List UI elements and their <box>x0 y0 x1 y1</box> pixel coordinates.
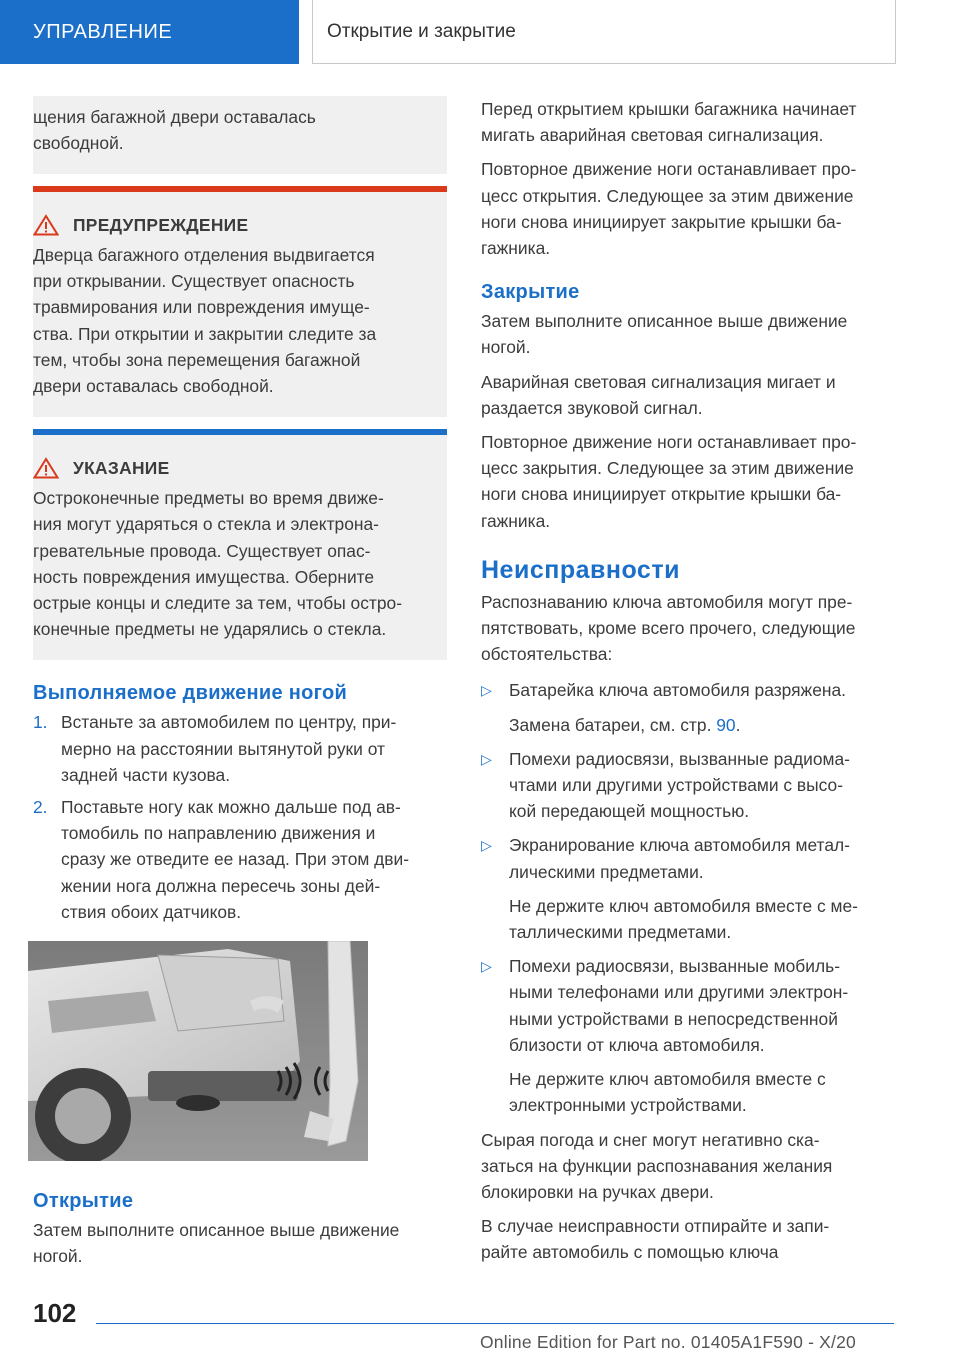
weather-line: заться на функции распознавания желания <box>481 1155 833 1176</box>
bullet-line: чтами или другими устройствами с высо- <box>509 775 844 796</box>
warning-line: тем, чтобы зона перемещения багажной <box>33 349 361 370</box>
fault-case-line: райте автомобиль с помощью ключа <box>481 1242 779 1263</box>
step-line: Встаньте за автомобилем по центру, при- <box>61 712 397 733</box>
note-line: конечные предметы не ударялись о стекла. <box>33 619 387 640</box>
warning-line: при открывании. Существует опасность <box>33 271 355 292</box>
warning-box <box>33 186 447 417</box>
bullet-triangle-icon: ▷ <box>481 837 492 854</box>
foot-motion-heading: Выполняемое движение ногой <box>33 682 348 705</box>
warning-line: травмирования или повреждения имуще- <box>33 297 370 318</box>
warning-title: ПРЕДУПРЕЖДЕНИЕ <box>73 214 249 235</box>
bullet-line: близости от ключа автомобиля. <box>509 1034 765 1055</box>
list-item <box>481 953 901 1118</box>
right-column <box>481 96 901 1266</box>
weather-line: Сырая погода и снег могут негативно ска- <box>481 1129 820 1150</box>
bullet-subline: таллическими предметами. <box>509 922 732 943</box>
step-line: ствия обоих датчиков. <box>61 901 242 922</box>
bullet-line: кой передающей мощностью. <box>509 801 750 822</box>
closing-heading: Закрытие <box>481 281 580 304</box>
warning-triangle-icon <box>33 214 59 236</box>
continued-warning-box <box>33 96 447 174</box>
foot-motion-illustration <box>28 941 368 1161</box>
left-column <box>33 96 447 925</box>
faults-intro-line: Распознаванию ключа автомобиля могут пре- <box>481 591 853 612</box>
warning-line: двери оставалась свободной. <box>33 376 274 397</box>
repeat-open-line: цесс открытия. Следующее за этим движение <box>481 185 854 206</box>
bullet-triangle-icon: ▷ <box>481 682 492 699</box>
bullet-line: ными устройствами в непосредственной <box>509 1008 838 1029</box>
step-line: сразу же отведите ее назад. При этом дви- <box>61 849 410 870</box>
bullet-subline: электронными устройствами. <box>509 1095 747 1116</box>
bullet-line: Батарейка ключа автомобиля разряжена. <box>509 680 846 701</box>
note-triangle-icon <box>33 457 59 479</box>
bullet-subline: Не держите ключ автомобиля вместе с ме- <box>509 895 858 916</box>
closing-line: ногой. <box>481 337 531 358</box>
page-link[interactable]: 90 <box>716 714 736 735</box>
note-box <box>33 429 447 660</box>
bullet-line: ными телефонами или другими электрон- <box>509 982 849 1003</box>
closing-line: Затем выполните описанное выше движение <box>481 311 848 332</box>
weather-line: блокировки на ручках двери. <box>481 1181 714 1202</box>
closing-line: Аварийная световая сигнализация мигает и <box>481 371 836 392</box>
bullet-line: лическими предметами. <box>509 861 704 882</box>
closing-line: Повторное движение ноги останавливает про- <box>481 432 857 453</box>
closing-line: гажника. <box>481 510 551 531</box>
list-item <box>481 832 901 945</box>
opening-heading: Открытие <box>33 1190 134 1212</box>
faults-heading: Неисправности <box>481 555 680 584</box>
repeat-open-line: ноги снова инициирует закрытие крышки ба- <box>481 211 842 232</box>
opening-section <box>33 1190 447 1269</box>
step-line: томобиль по направлению движения и <box>61 823 376 844</box>
bullet-line: Помехи радиосвязи, вызванные радиома- <box>509 748 850 769</box>
step-2 <box>33 794 447 925</box>
closing-line: цесс закрытия. Следующее за этим движение <box>481 458 854 479</box>
bullet-line: Помехи радиосвязи, вызванные мобиль- <box>509 956 840 977</box>
warning-line: Дверца багажного отделения выдвигается <box>33 245 375 265</box>
closing-line: раздается звуковой сигнал. <box>481 397 703 418</box>
step-number: 1. <box>33 712 48 733</box>
bullet-subline: Замена батареи, см. стр. 90. <box>509 714 741 735</box>
footer-divider <box>96 1323 894 1324</box>
step-line: Поставьте ногу как можно дальше под ав- <box>61 797 401 818</box>
note-line: гревательные провода. Существует опас- <box>33 540 371 561</box>
faults-intro-line: обстоятельства: <box>481 644 613 665</box>
bullet-line: Экранирование ключа автомобиля метал- <box>509 835 850 856</box>
page-number: 102 <box>33 1298 77 1328</box>
faults-intro-line: пятствовать, кроме всего прочего, следующие <box>481 618 856 639</box>
step-1 <box>33 709 447 788</box>
bullet-subline: Не держите ключ автомобиля вместе с <box>509 1069 826 1090</box>
list-item <box>481 746 901 825</box>
note-line: Остроконечные предметы во время движе- <box>33 488 384 509</box>
edition-text: Online Edition for Part no. 01405A1F590 - X/20 <box>480 1332 856 1352</box>
repeat-open-line: гажника. <box>481 238 551 259</box>
note-line: острые концы и следите за тем, чтобы остро- <box>33 593 402 614</box>
note-line: ность повреждения имущества. Оберните <box>33 566 375 587</box>
intro-line: мигать аварийная световая сигнализация. <box>481 125 824 146</box>
repeat-open-line: Повторное движение ноги останавливает про- <box>481 159 857 180</box>
bullet-triangle-icon: ▷ <box>481 958 492 975</box>
fault-case-line: В случае неисправности отпирайте и запи- <box>481 1216 830 1237</box>
warning-line: ства. При открытии и закрытии следите за <box>33 323 377 344</box>
opening-line: ногой. <box>33 1246 83 1267</box>
step-number: 2. <box>33 797 48 818</box>
step-line: задней части кузова. <box>61 764 231 785</box>
continued-line-2: свободной. <box>33 133 124 154</box>
section-tab <box>0 0 299 64</box>
step-line: жении нога должна пересечь зоны дей- <box>61 875 381 896</box>
opening-line: Затем выполните описанное выше движение <box>33 1220 400 1240</box>
step-line: мерно на расстоянии вытянутой руки от <box>61 738 385 759</box>
continued-line-1: щения багажной двери оставалась <box>33 107 316 127</box>
section-label: УПРАВЛЕНИЕ <box>33 20 173 43</box>
page-title <box>312 0 896 64</box>
note-line: ния могут ударяться о стекла и электрона- <box>33 514 379 535</box>
page-title-text: Открытие и закрытие <box>327 20 516 42</box>
note-title: УКАЗАНИЕ <box>73 457 170 478</box>
closing-line: ноги снова инициирует открытие крышки ба- <box>481 484 842 505</box>
intro-line: Перед открытием крышки багажника начинает <box>481 99 857 119</box>
list-item <box>481 677 901 737</box>
bullet-triangle-icon: ▷ <box>481 750 492 767</box>
